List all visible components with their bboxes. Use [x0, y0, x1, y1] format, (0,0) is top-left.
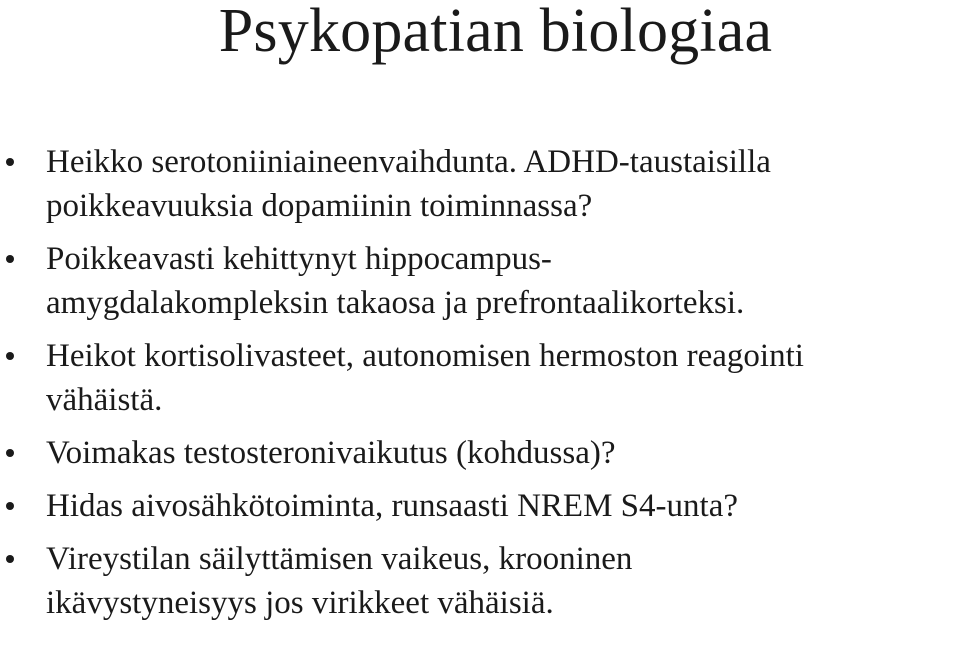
- bullet-item: [0, 334, 959, 422]
- bullet-line: Heikot kortisolivasteet, autonomisen hermoston reagointi: [46, 338, 804, 374]
- bullet-line: poikkeavuuksia dopamiinin toiminnassa?: [46, 188, 593, 224]
- bullet-dot-icon: [6, 537, 36, 581]
- bullet-line: vähäistä.: [46, 382, 163, 418]
- bullet-line: Heikko serotoniiniaineenvaihdunta. ADHD-taustaisilla: [46, 144, 771, 180]
- bullet-line: Voimakas testosteronivaikutus (kohdussa)?: [46, 435, 616, 471]
- bullet-line: amygdalakompleksin takaosa ja prefrontaalikorteksi.: [46, 285, 745, 321]
- bullet-item: [0, 537, 959, 625]
- bullet-item: [0, 140, 959, 228]
- bullet-dot-icon: [6, 484, 36, 528]
- bullet-item: [0, 484, 959, 528]
- bullet-dot-icon: [6, 140, 36, 184]
- bullet-dot-icon: [6, 334, 36, 378]
- bullet-line: Vireystilan säilyttämisen vaikeus, krooninen: [46, 541, 633, 577]
- bullet-dot-icon: [6, 237, 36, 281]
- bullet-dot-icon: [6, 431, 36, 475]
- bullet-line: ikävystyneisyys jos virikkeet vähäisiä.: [46, 585, 554, 621]
- bullet-item: [0, 431, 959, 475]
- bullet-item: [0, 237, 959, 325]
- slide-title: Psykopatian biologiaa: [218, 0, 773, 65]
- bullet-list: [0, 140, 959, 634]
- bullet-line: Hidas aivosähkötoiminta, runsaasti NREM S4-unta?: [46, 488, 738, 524]
- bullet-line: Poikkeavasti kehittynyt hippocampus-: [46, 241, 552, 277]
